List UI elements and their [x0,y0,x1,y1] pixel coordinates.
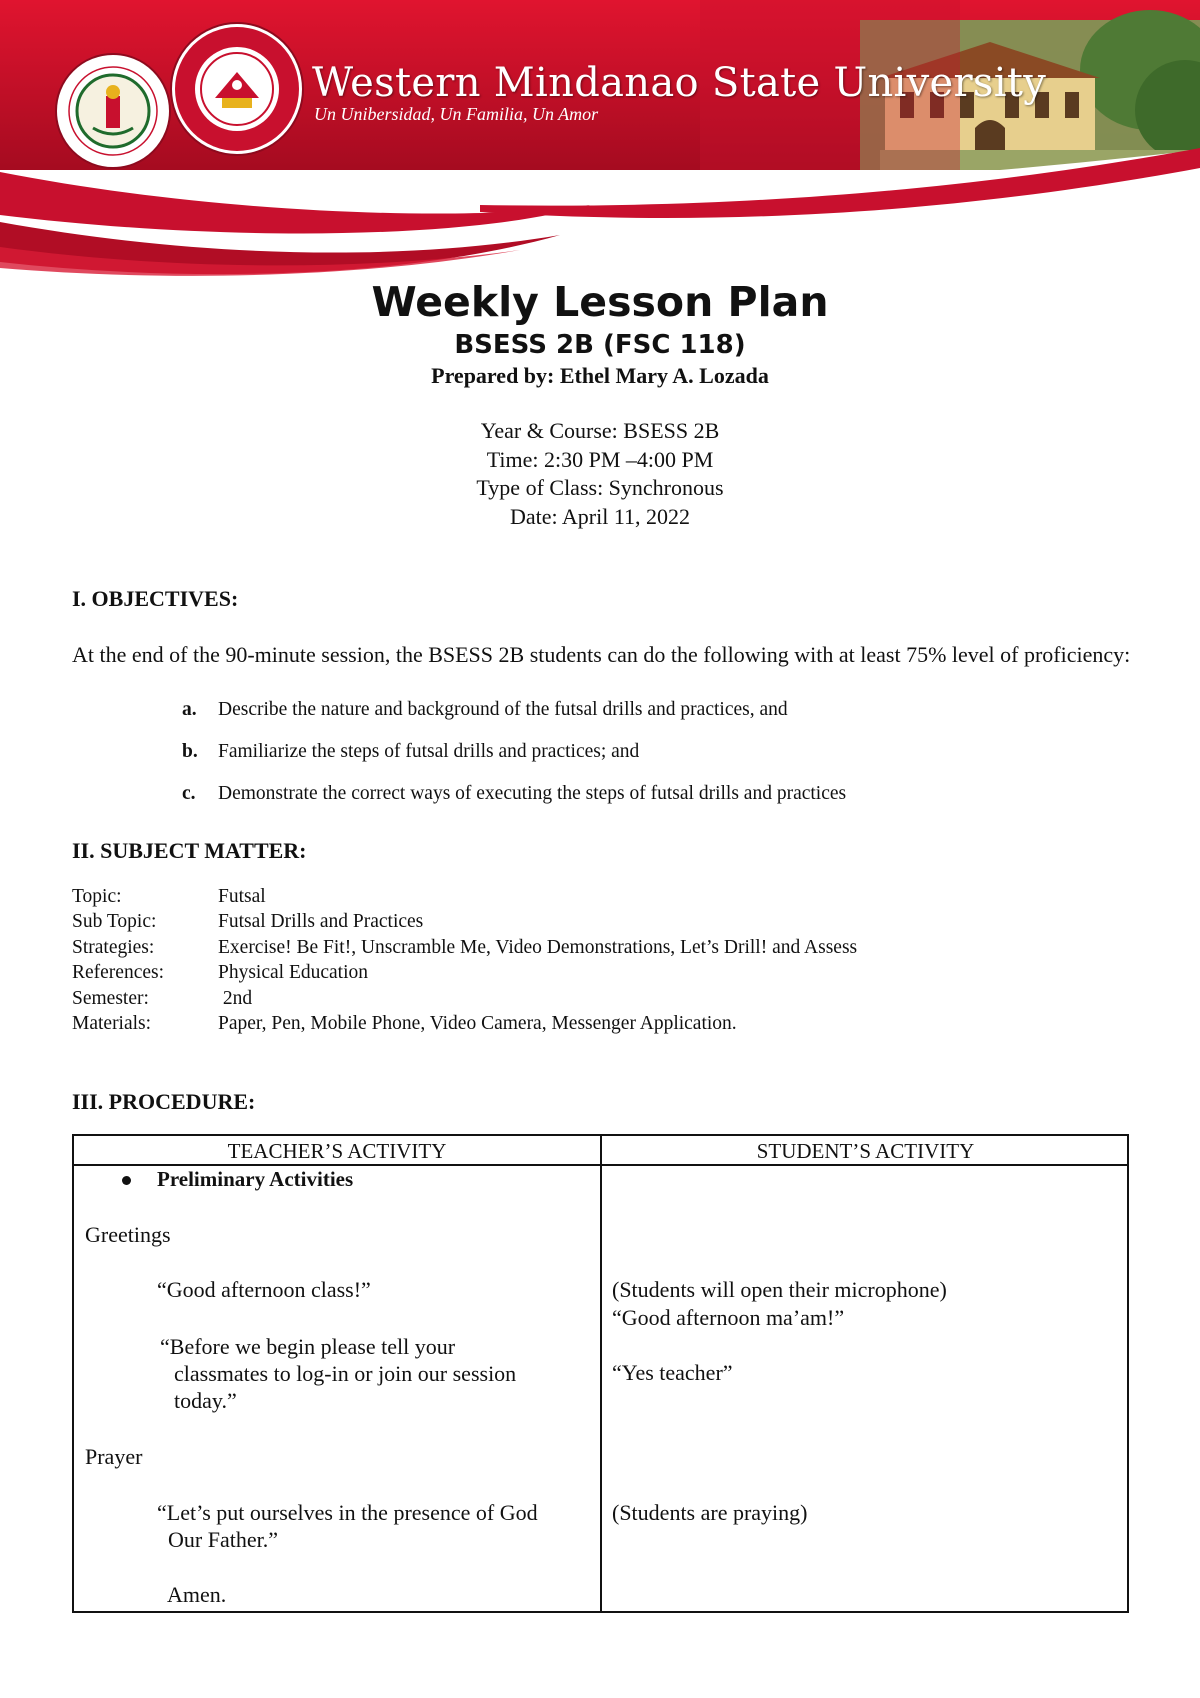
student-good-afternoon: “Good afternoon ma’am!” [612,1305,845,1330]
subject-row [72,937,857,959]
subject-key: References: [72,962,165,983]
subject-value: Physical Education [218,962,369,983]
subject-value: Futsal [218,886,266,907]
preliminary-activities: Preliminary Activities [157,1167,354,1191]
university-motto: Un Unibersidad, Un Familia, Un Amor [314,104,599,124]
objective-text: Familiarize the steps of futsal drills and practices; and [218,741,640,762]
prepared-by: Prepared by: Ethel Mary A. Lozada [431,363,769,388]
teacher-amen: Amen. [167,1582,227,1607]
teacher-lets-line-2: Our Father.” [168,1527,278,1552]
subject-key: Topic: [72,886,122,907]
student-open-mic: (Students will open their microphone) [612,1277,947,1302]
class-date: Date: April 11, 2022 [509,503,691,529]
procedure-heading: III. PROCEDURE: [72,1089,256,1114]
subject-value: Exercise! Be Fit!, Unscramble Me, Video Demonstrations, Let’s Drill! and Assess [218,937,858,958]
class-type: Type of Class: Synchronous [476,475,724,500]
objective-letter: a. [182,699,197,720]
class-time: Time: 2:30 PM –4:00 PM [486,446,714,472]
subject-row [72,911,423,933]
subject-key: Sub Topic: [72,911,157,932]
ils-school-seal-icon [56,54,170,168]
subject-value: 2nd [218,988,253,1009]
class-info [0,417,1200,531]
objectives-intro: At the end of the 90-minute session, the BSESS 2B students can do the following with at least 75% level of proficiency: [72,642,1131,667]
objective-text: Describe the nature and background of the futsal drills and practices, and [218,699,788,720]
subject-row [72,962,368,984]
document-subtitle: BSESS 2B (FSC 118) [454,330,746,360]
objective-letter: c. [182,783,196,804]
prayer-label: Prayer [85,1444,143,1469]
university-name: Western Mindanao State University [312,60,1047,106]
teacher-before-line-1: “Before we begin please tell your [160,1334,456,1359]
document-title: Weekly Lesson Plan [371,278,829,326]
wmsu-seal-icon [171,23,303,155]
objective-item [182,783,846,805]
objective-item [182,741,639,763]
teacher-before-line-3: today.” [174,1388,237,1413]
header-banner [0,0,1200,285]
subject-key: Semester: [72,988,149,1009]
table-column-divider [600,1136,602,1611]
objective-letter: b. [182,741,198,762]
subject-matter-heading: II. SUBJECT MATTER: [72,838,307,863]
greetings-label: Greetings [85,1222,171,1247]
banner-graphic [0,0,1200,285]
objectives-heading: I. OBJECTIVES: [72,586,239,611]
teacher-lets-line-1: “Let’s put ourselves in the presence of God [157,1500,538,1525]
bullet-icon [122,1176,131,1185]
subject-row [72,988,252,1010]
year-course: Year & Course: BSESS 2B [480,418,720,443]
teacher-before-line-2: classmates to log-in or join our session [174,1361,517,1386]
procedure-table [72,1134,1129,1613]
student-activity-header: STUDENT’S ACTIVITY [756,1139,975,1163]
objective-item [182,699,788,721]
student-praying: (Students are praying) [612,1500,808,1525]
subject-row [72,1013,737,1035]
subject-key: Strategies: [72,937,155,958]
subject-row [72,886,266,908]
teacher-activity-header: TEACHER’S ACTIVITY [227,1139,447,1163]
objective-text: Demonstrate the correct ways of executing the steps of futsal drills and practices [218,783,847,804]
student-yes-teacher: “Yes teacher” [612,1360,733,1385]
subject-value: Futsal Drills and Practices [218,911,424,932]
subject-value: Paper, Pen, Mobile Phone, Video Camera, Messenger Application. [218,1013,737,1034]
subject-key: Materials: [72,1013,152,1034]
teacher-good-afternoon: “Good afternoon class!” [157,1277,371,1302]
